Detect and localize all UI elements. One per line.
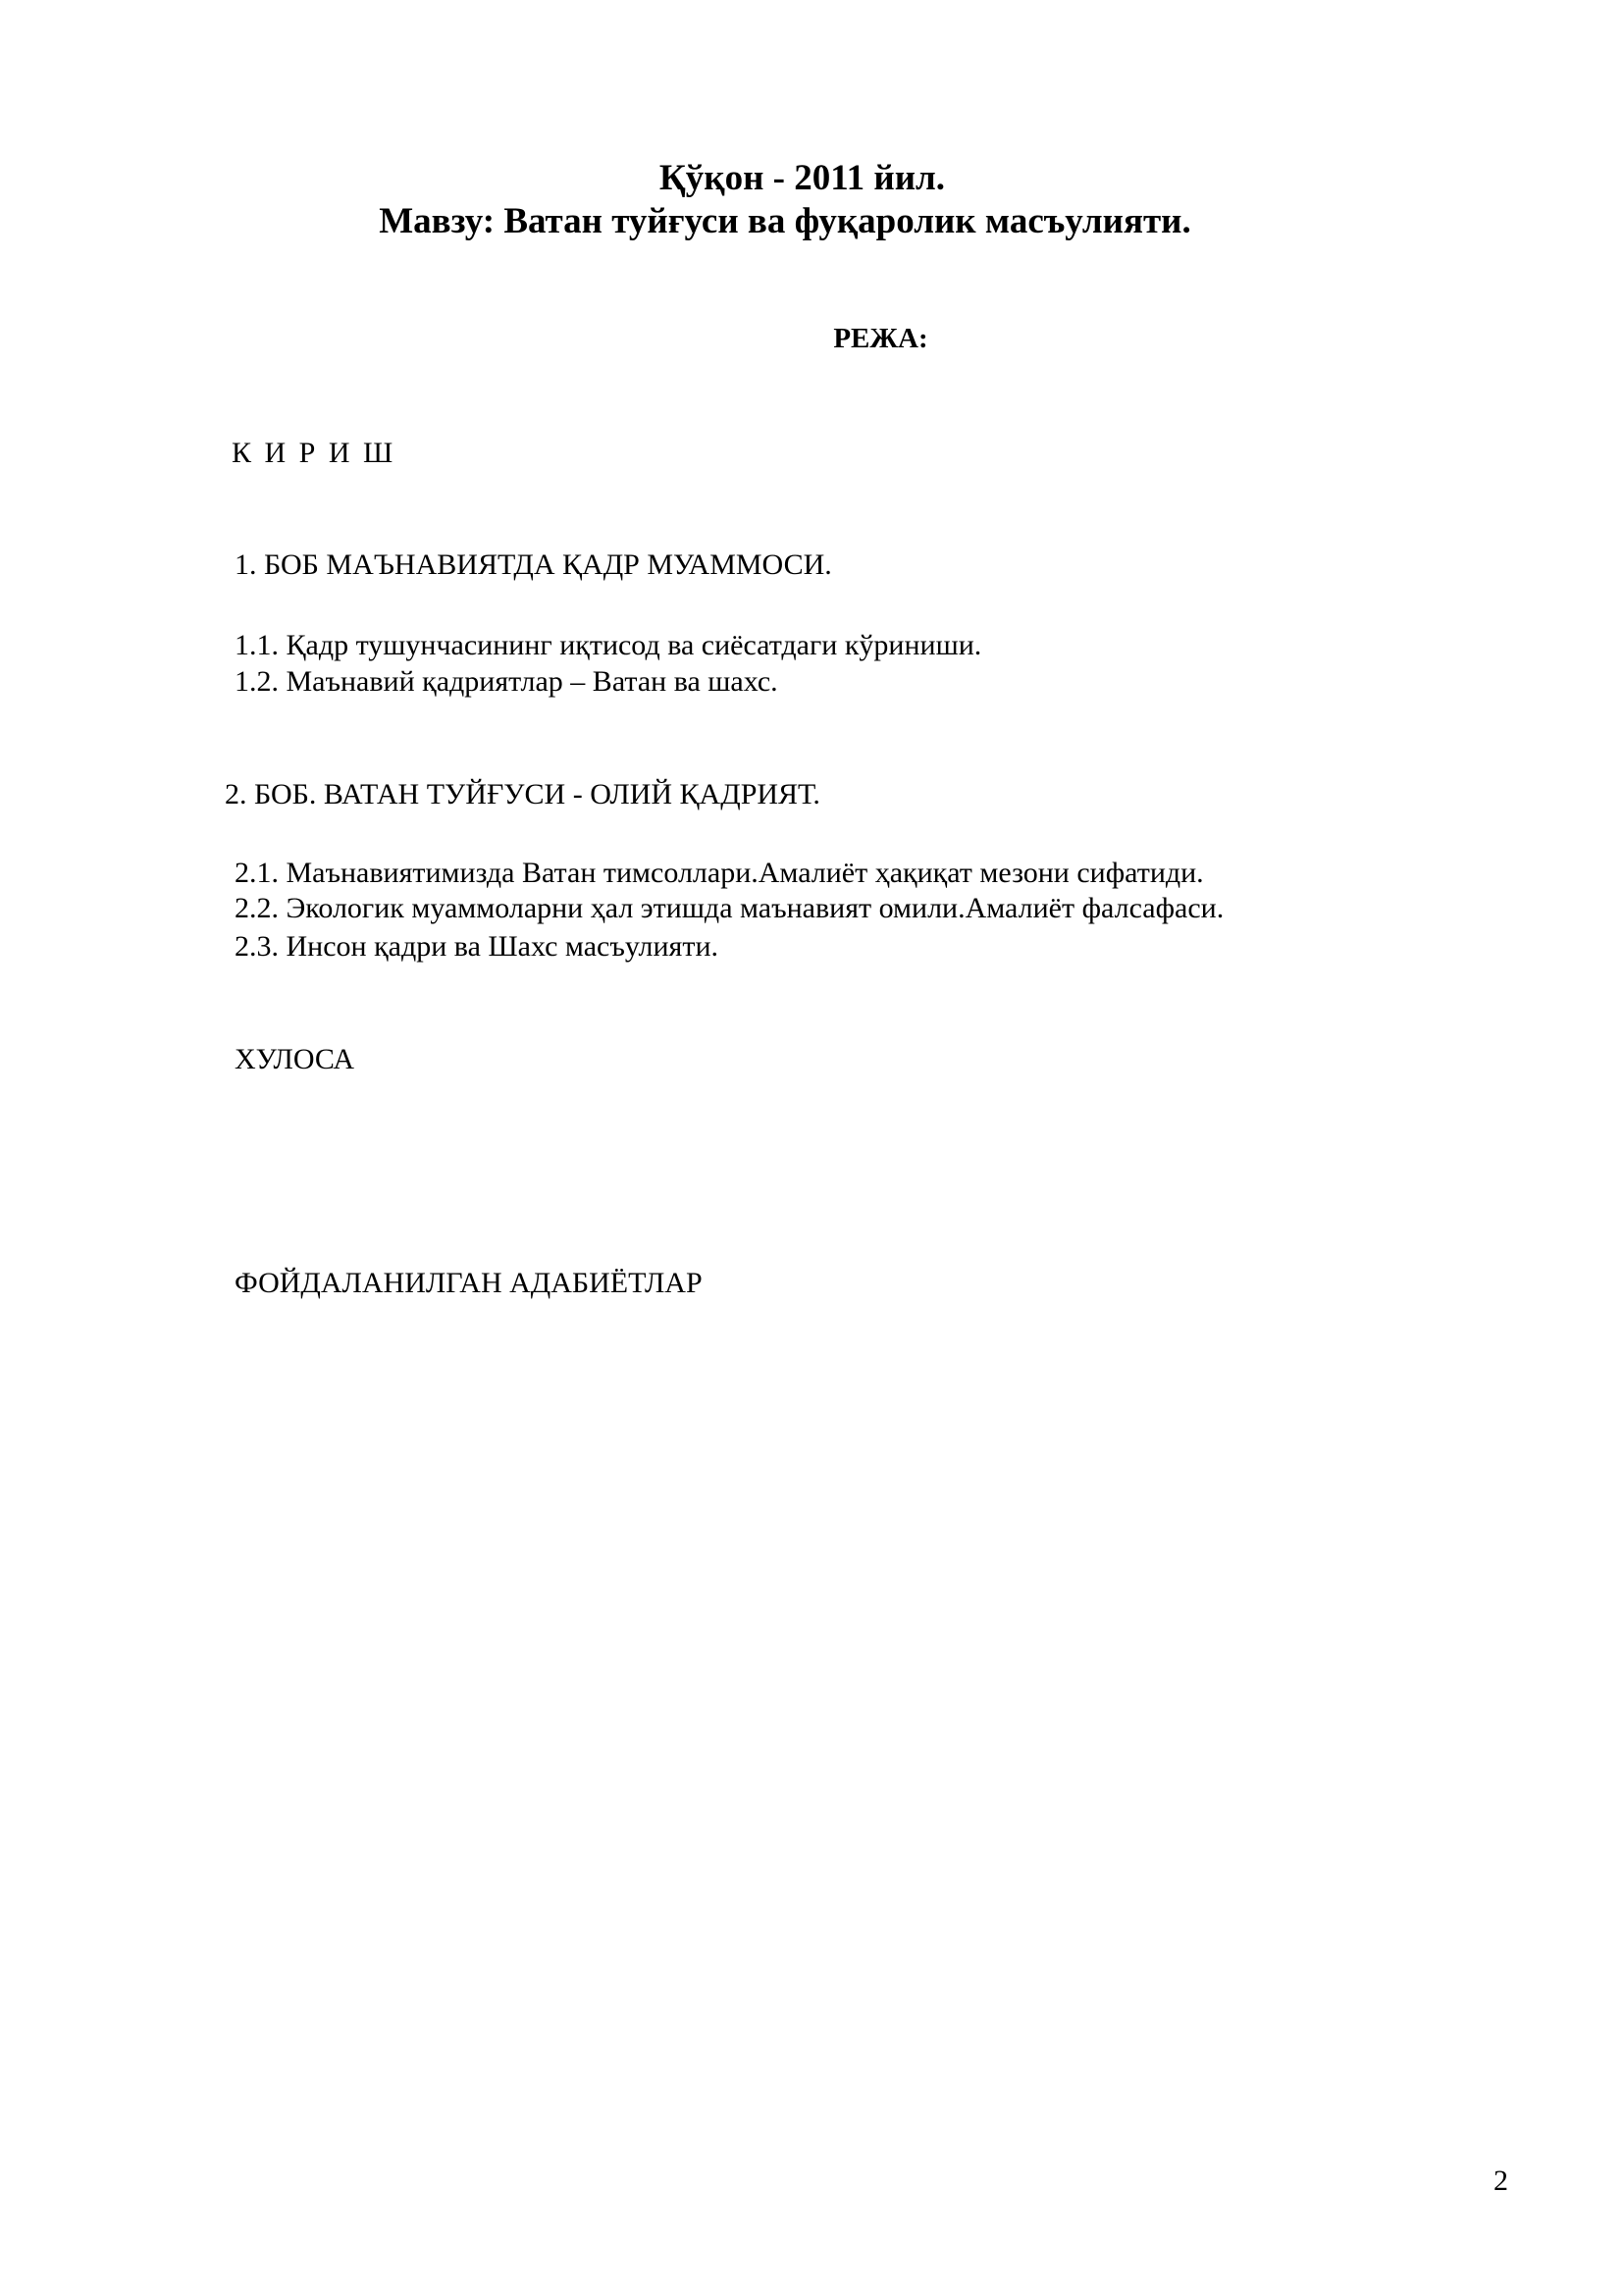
chapter-2-item-3: 2.3. Инсон қадри ва Шахс масъулияти. [235, 930, 719, 963]
section-conclusion: ХУЛОСА [235, 1043, 355, 1075]
chapter-2-item-2: 2.2. Экологик муаммоларни ҳал этишда маънавият омили.Амалиёт фалсафаси. [235, 892, 1225, 924]
title-topic: Мавзу: Ватан туйғуси ва фуқаролик масъулияти. [379, 201, 1191, 241]
chapter-2-heading: 2. БОБ. ВАТАН ТУЙҒУСИ - ОЛИЙ ҚАДРИЯТ. [225, 778, 820, 810]
title-city-year: Қўқон - 2011 йил. [658, 158, 946, 198]
section-references: ФОЙДАЛАНИЛГАН АДАБИЁТЛАР [235, 1267, 703, 1299]
chapter-1-item-2: 1.2. Маънавий қадриятлар – Ватан ва шахс. [235, 665, 778, 698]
section-introduction: К И Р И Ш [232, 437, 396, 469]
chapter-1-item-1: 1.1. Қадр тушунчасининг иқтисод ва сиёсатдаги кўриниши. [235, 629, 982, 661]
page-number: 2 [1493, 2165, 1508, 2197]
chapter-1-heading: 1. БОБ МАЪНАВИЯТДА ҚАДР МУАММОСИ. [235, 548, 832, 581]
plan-heading: РЕЖА: [833, 323, 928, 354]
chapter-2-item-1: 2.1. Маънавиятимизда Ватан тимсоллари.Амалиёт ҳақиқат мезони сифатиди. [235, 857, 1204, 889]
